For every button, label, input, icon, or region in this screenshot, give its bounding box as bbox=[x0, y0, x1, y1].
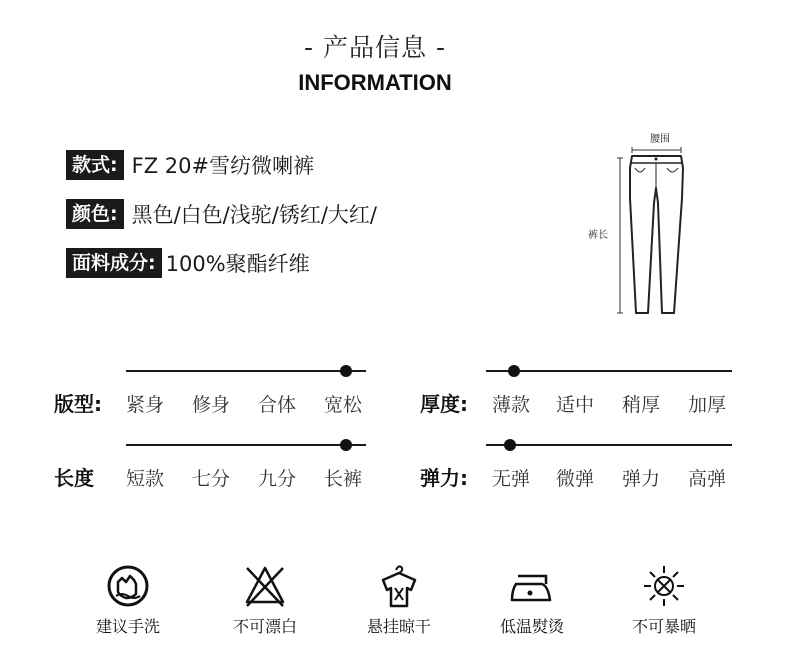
thickness-option: 适中 bbox=[556, 394, 595, 416]
style-value: FZ 20#雪纺微喇裤 bbox=[131, 154, 315, 178]
length-scale bbox=[54, 444, 384, 494]
thickness-option: 薄款 bbox=[492, 394, 531, 416]
length-option: 七分 bbox=[192, 468, 231, 490]
color-label: 颜色: bbox=[66, 199, 124, 229]
section-subtitle: INFORMATION bbox=[298, 70, 452, 95]
care-label: 建议手洗 bbox=[95, 617, 160, 636]
thickness-label: 厚度: bbox=[420, 392, 468, 416]
fit-label: 版型: bbox=[54, 392, 102, 416]
fit-option: 修身 bbox=[192, 394, 231, 416]
section-title: - 产品信息 - bbox=[304, 33, 446, 62]
fit-option: 紧身 bbox=[126, 394, 165, 416]
care-hang-dry bbox=[344, 562, 454, 637]
length-option: 短款 bbox=[126, 468, 165, 490]
no-sun-icon bbox=[638, 562, 690, 610]
elasticity-option: 高弹 bbox=[688, 468, 727, 490]
elasticity-option: 微弹 bbox=[556, 468, 595, 490]
elasticity-label: 弹力: bbox=[420, 466, 468, 490]
care-no-sun bbox=[609, 562, 719, 637]
thickness-option: 稍厚 bbox=[622, 394, 661, 416]
fit-indicator bbox=[340, 365, 352, 377]
hand-wash-icon bbox=[102, 562, 154, 610]
info-color-row bbox=[66, 199, 377, 229]
pants-size-diagram bbox=[582, 128, 722, 323]
hang-dry-icon bbox=[373, 562, 425, 610]
material-label: 面料成分: bbox=[66, 248, 162, 278]
thickness-indicator bbox=[508, 365, 520, 377]
care-label: 低温熨烫 bbox=[499, 617, 564, 636]
no-bleach-icon bbox=[239, 562, 291, 610]
care-hand-wash bbox=[73, 562, 183, 637]
fit-scale bbox=[54, 370, 384, 420]
length-indicator bbox=[340, 439, 352, 451]
care-label: 不可漂白 bbox=[232, 617, 297, 636]
length-label: 长度 bbox=[54, 466, 94, 490]
info-material-row bbox=[66, 248, 310, 278]
care-label: 悬挂晾干 bbox=[366, 617, 431, 636]
elasticity-option: 弹力 bbox=[622, 468, 661, 490]
fit-option: 宽松 bbox=[324, 394, 363, 416]
length-option: 九分 bbox=[258, 468, 297, 490]
elasticity-indicator bbox=[504, 439, 516, 451]
style-label: 款式: bbox=[66, 150, 124, 180]
low-iron-icon bbox=[506, 562, 558, 610]
care-low-iron bbox=[477, 562, 587, 637]
care-label: 不可暴晒 bbox=[631, 617, 696, 636]
material-value: 100%聚酯纤维 bbox=[165, 252, 310, 276]
thickness-option: 加厚 bbox=[688, 394, 727, 416]
length-label: 裤长 bbox=[588, 230, 608, 241]
elasticity-scale bbox=[420, 444, 760, 494]
elasticity-option: 无弹 bbox=[492, 468, 531, 490]
fit-option: 合体 bbox=[258, 394, 297, 416]
length-option: 长裤 bbox=[324, 468, 363, 490]
color-value: 黑色/白色/浅驼/锈红/大红/ bbox=[131, 203, 377, 227]
care-no-bleach bbox=[210, 562, 320, 637]
thickness-scale bbox=[420, 370, 760, 420]
waist-label: 腰围 bbox=[650, 134, 670, 145]
info-style-row bbox=[66, 150, 314, 180]
